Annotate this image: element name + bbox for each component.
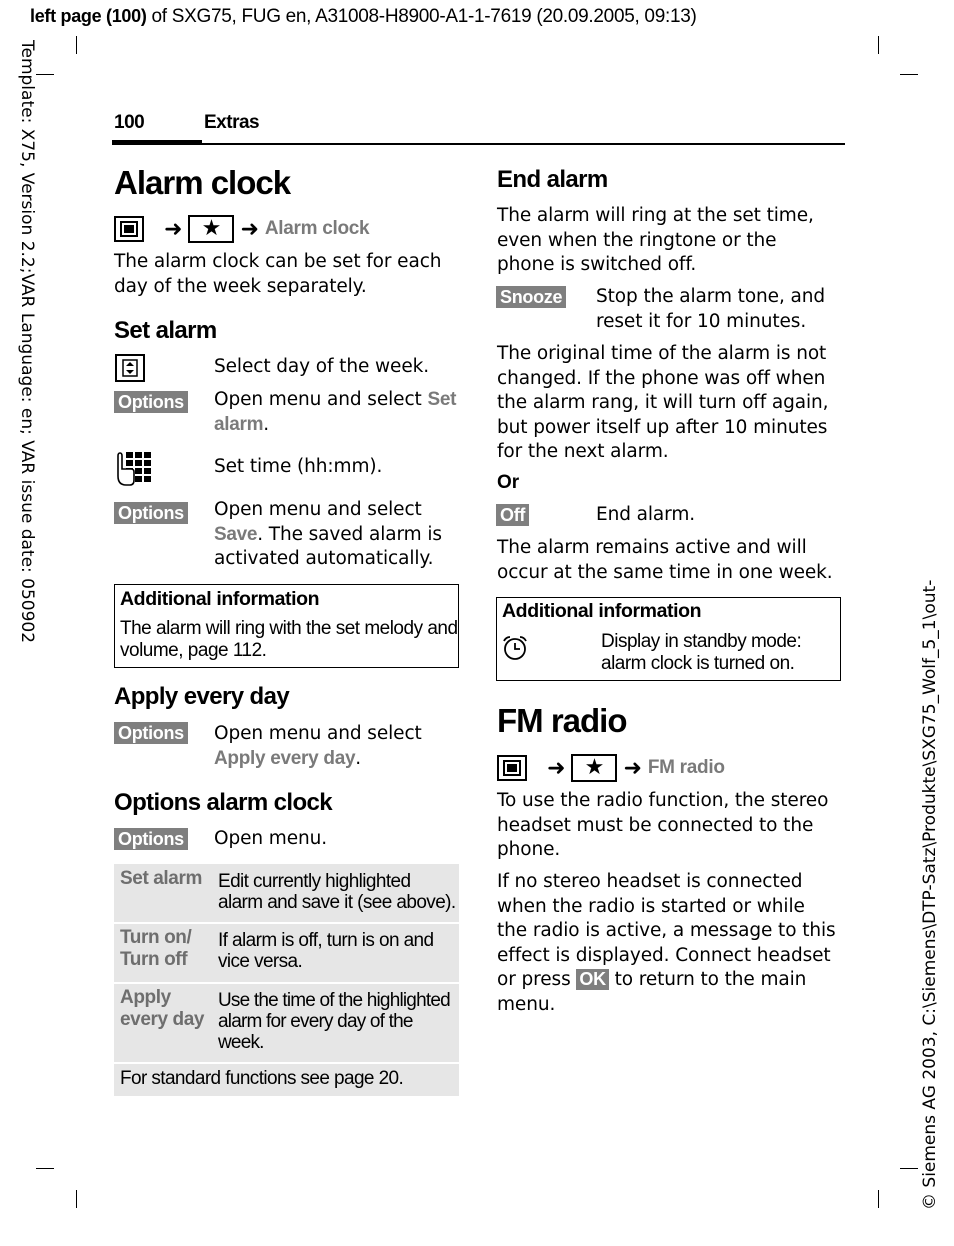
options-table-row <box>114 864 459 922</box>
crop-mark <box>878 1190 879 1208</box>
arrow-icon: ➜ <box>623 755 642 781</box>
snooze-key: Snooze <box>496 286 566 308</box>
option-description: Edit currently highlighted alarm and save it (see above). <box>218 871 456 913</box>
option-description: Use the time of the highlighted alarm for every day of the week. <box>218 990 450 1053</box>
options-key: Options <box>114 391 188 413</box>
alarm-clock-nav <box>114 215 369 243</box>
intro-line: even when the ringtone or the <box>497 229 777 251</box>
running-head <box>112 112 845 146</box>
options-table-row <box>114 984 459 1062</box>
alarm-clock-title: Alarm clock <box>114 164 291 201</box>
fm-radio-paragraph-2 <box>497 870 836 1017</box>
menu-item-ref: Apply every day <box>214 747 356 769</box>
apply-every-day-text <box>214 722 422 771</box>
intro-line: day of the week separately. <box>114 275 367 297</box>
para-line: effect is displayed. Connect headset <box>497 944 831 966</box>
end-alarm-paragraph <box>497 342 828 465</box>
para-line: for the next alarm. <box>497 441 669 462</box>
info-line: Display in standby mode: <box>601 631 802 652</box>
para-line: when the radio is started or while <box>497 895 805 917</box>
para-line: menu. <box>497 993 556 1015</box>
para-line: changed. If the phone was off when <box>497 367 826 389</box>
options-key: Options <box>114 502 188 524</box>
para-line: If no stereo headset is connected <box>497 871 803 892</box>
side-template-text: Template: X75, Version 2.2;VAR Language: en; VAR issue date: 050902 <box>17 40 37 644</box>
crop-mark <box>76 36 77 54</box>
side-copyright-text: © Siemens AG 2003, C:\Siemens\DTP-Satz\Produkte\SXG75_Wolf_5_1\out- <box>920 579 940 1210</box>
menu-item-ref: alarm <box>214 413 264 435</box>
nav-square-icon <box>114 216 144 242</box>
off-key: Off <box>496 504 529 526</box>
print-header-rest: of SXG75, FUG en, A31008-H8900-A1-1-7619 (20.09.2005, 09:13) <box>146 6 697 27</box>
set-alarm-step2 <box>214 388 464 437</box>
option-name: Apply every day <box>120 987 205 1030</box>
info-text <box>120 618 458 662</box>
info-title: Additional information <box>120 588 320 610</box>
menu-item-ref: Set <box>427 389 457 410</box>
additional-info-box <box>114 584 459 668</box>
menu-item-ref: Save <box>214 523 258 545</box>
snooze-text <box>596 285 825 334</box>
para-line: The alarm remains active and will <box>497 537 807 558</box>
options-open-menu: Open menu. <box>214 828 328 849</box>
intro-line: The alarm clock can be set for each <box>114 251 442 272</box>
page-number: 100 <box>114 112 145 133</box>
crop-mark <box>36 74 54 75</box>
option-name: Set alarm <box>120 868 202 889</box>
step4-line3: activated automatically. <box>214 548 434 569</box>
para-text: or press <box>497 969 577 990</box>
intro-line: The alarm will ring at the set time, <box>497 205 814 226</box>
end-alarm-paragraph-2 <box>497 536 833 585</box>
intro-line: phone is switched off. <box>497 254 697 275</box>
section-name: Extras <box>204 112 260 133</box>
step4-text: Open menu and select <box>214 499 422 520</box>
set-alarm-title: Set alarm <box>114 317 217 344</box>
para-line: phone. <box>497 839 561 860</box>
info-title: Additional information <box>502 600 702 622</box>
para-line: the radio is active, a message to this <box>497 920 836 941</box>
end-alarm-title: End alarm <box>497 166 608 193</box>
or-label: Or <box>497 472 520 493</box>
fm-radio-nav <box>497 754 725 782</box>
para-line: the alarm rang, it will turn off again, <box>497 392 829 413</box>
para-line: occur at the same time in one week. <box>497 561 833 583</box>
print-header <box>30 6 697 28</box>
para-text: to return to the main <box>608 969 807 990</box>
info-text <box>601 631 801 675</box>
alarm-clock-icon <box>501 634 529 662</box>
nav-target: FM radio <box>647 757 725 778</box>
para-line: but power itself up after 10 minutes <box>497 416 828 438</box>
apply-every-day-title: Apply every day <box>114 683 290 710</box>
up-down-nav-icon <box>115 354 145 382</box>
end-alarm-intro <box>497 204 814 278</box>
arrow-icon: ➜ <box>547 755 566 781</box>
nav-square-icon <box>497 755 527 781</box>
crop-mark <box>900 1168 918 1169</box>
running-head-rule <box>112 143 845 145</box>
star-key-icon: ★ <box>188 215 234 243</box>
numeric-keypad-icon <box>114 450 152 488</box>
arrow-icon: ➜ <box>240 216 259 242</box>
fm-radio-paragraph-1 <box>497 789 828 863</box>
set-alarm-step3: Set time (hh:mm). <box>214 456 383 477</box>
snooze-line: Stop the alarm tone, and <box>596 286 826 307</box>
step4-rest: . The saved alarm is <box>257 523 442 545</box>
fm-radio-title: FM radio <box>497 702 627 739</box>
options-key: Options <box>114 828 188 850</box>
star-key-icon: ★ <box>571 754 617 782</box>
set-alarm-step1: Select day of the week. <box>214 356 430 377</box>
alarm-clock-intro <box>114 250 441 299</box>
nav-target: Alarm clock <box>264 218 370 239</box>
options-key: Options <box>114 722 188 744</box>
crop-mark <box>36 1168 54 1169</box>
crop-mark <box>878 36 879 54</box>
info-line: The alarm will ring with the set melody and <box>120 618 458 639</box>
para-line: To use the radio function, the stereo <box>497 790 829 811</box>
set-alarm-step4 <box>214 498 464 572</box>
options-alarm-clock-title: Options alarm clock <box>114 789 333 816</box>
info-line: alarm clock is turned on. <box>601 653 795 674</box>
info-line: volume, page 112. <box>120 640 267 661</box>
crop-mark <box>76 1190 77 1208</box>
ok-key: OK <box>576 969 608 990</box>
off-text: End alarm. <box>596 504 696 525</box>
punct: . <box>355 747 362 769</box>
print-header-prefix: left page (100) <box>30 6 147 26</box>
options-table-footer <box>114 1064 459 1096</box>
arrow-icon: ➜ <box>164 216 183 242</box>
standard-functions-ref: For standard functions see page 20. <box>120 1068 404 1089</box>
step2-text: Open menu and select <box>214 389 422 410</box>
option-description: If alarm is off, turn is on and vice versa. <box>218 930 434 972</box>
para-line: The original time of the alarm is not <box>497 343 827 364</box>
para-line: headset must be connected to the <box>497 814 814 836</box>
crop-mark <box>900 74 918 75</box>
options-table-row <box>114 924 459 982</box>
apply-text: Open menu and select <box>214 723 422 744</box>
additional-info-box <box>496 597 841 681</box>
punct: . <box>263 413 269 435</box>
option-name: Turn on/ Turn off <box>120 927 192 970</box>
snooze-line: reset it for 10 minutes. <box>596 310 807 332</box>
